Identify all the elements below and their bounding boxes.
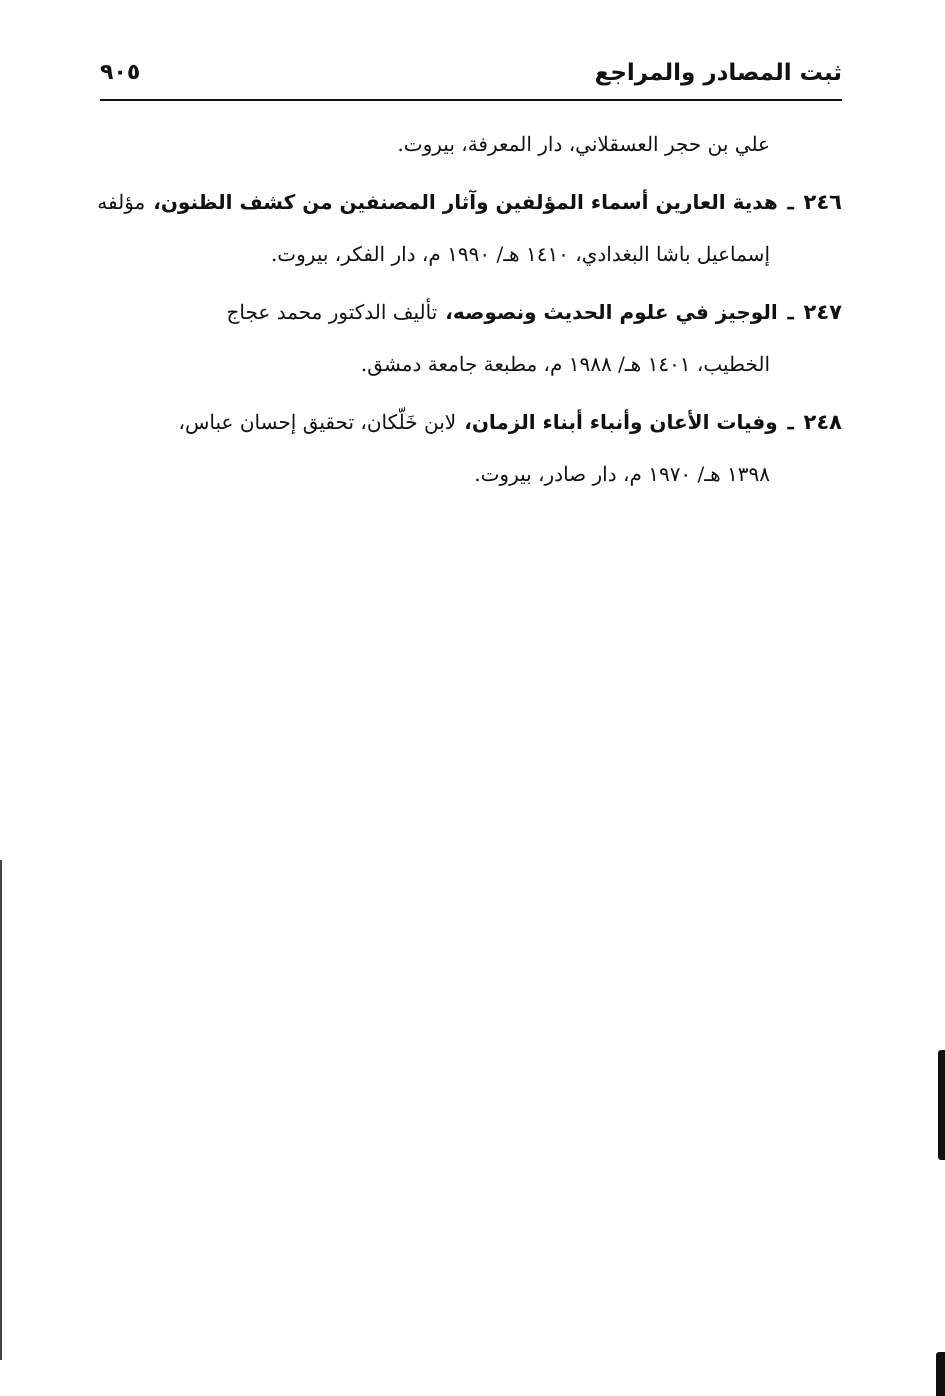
reference-entry-246	[97, 176, 842, 280]
continuation-text: علي بن حجر العسقلاني، دار المعرفة، بيروت.	[397, 132, 770, 156]
entry-dash: ـ	[787, 410, 794, 434]
entry-number: ٢٤٦	[803, 190, 842, 214]
scan-edge-mark	[0, 860, 2, 1360]
entry-continuation: إسماعيل باشا البغدادي، ١٤١٠ هـ/ ١٩٩٠ م، دار الفكر، بيروت.	[270, 242, 770, 266]
entry-first-line	[100, 396, 842, 448]
entry-first-rest: مؤلفه	[97, 190, 146, 214]
page-number: ٩٠٥	[100, 60, 141, 85]
scan-edge-mark	[938, 1050, 945, 1160]
reference-entry-247	[100, 286, 842, 390]
header-rule	[100, 99, 842, 101]
running-title: ثبت المصادر والمراجع	[594, 60, 842, 86]
entry-first-rest: تأليف الدكتور محمد عجاج	[226, 300, 438, 324]
entry-title: وفيات الأعان وأنباء أبناء الزمان،	[464, 410, 778, 434]
reference-entry-248	[100, 396, 842, 500]
entry-first-rest: لابن خَلّكان، تحقيق إحسان عباس،	[178, 410, 457, 434]
entry-dash: ـ	[787, 300, 794, 324]
entry-continuation: ١٣٩٨ هـ/ ١٩٧٠ م، دار صادر، بيروت.	[474, 462, 770, 486]
entry-dash: ـ	[787, 190, 794, 214]
page-header	[100, 60, 842, 96]
entry-number: ٢٤٨	[803, 410, 842, 434]
entry-first-line	[100, 286, 842, 338]
scan-edge-mark	[936, 1352, 945, 1396]
entry-first-line	[97, 176, 842, 228]
entry-title: الوجيز في علوم الحديث ونصوصه،	[445, 300, 778, 324]
entry-continuation: الخطيب، ١٤٠١ هـ/ ١٩٨٨ م، مطبعة جامعة دمشق.	[360, 352, 770, 376]
entry-title: هدية العارين أسماء المؤلفين وآثار المصنفين من كشف الظنون،	[153, 190, 778, 214]
references-list	[97, 118, 842, 500]
entry-number: ٢٤٧	[803, 300, 842, 324]
